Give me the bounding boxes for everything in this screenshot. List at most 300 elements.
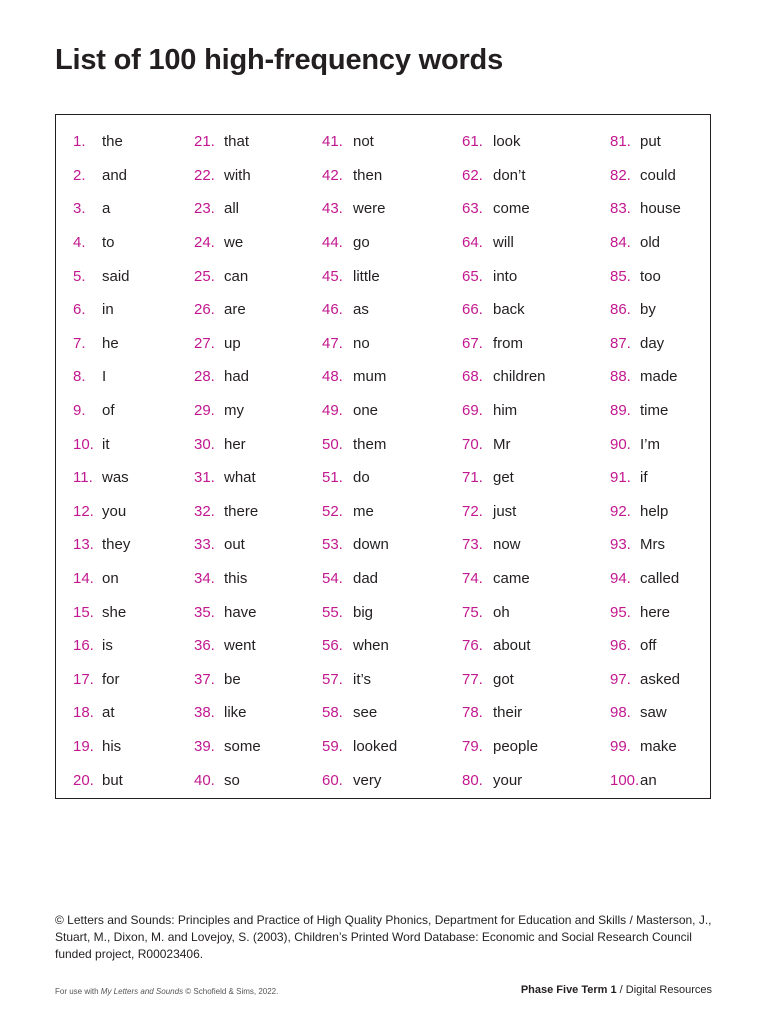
word-text: is (102, 637, 113, 655)
word-text: big (353, 603, 374, 621)
word-text: not (353, 133, 374, 151)
word-list-item (322, 125, 397, 159)
word-list-item (73, 125, 130, 159)
word-text: my (224, 402, 244, 420)
footer-resource-label: Digital Resources (625, 984, 712, 996)
word-number: 52. (322, 502, 343, 520)
footer-phase (521, 984, 712, 996)
word-number: 32. (194, 502, 215, 520)
word-number: 48. (322, 368, 343, 386)
word-text: as (353, 301, 369, 319)
word-list-item (322, 595, 397, 629)
word-text: are (224, 301, 246, 319)
word-list-item (194, 663, 261, 697)
word-list-item (73, 663, 130, 697)
word-text: like (224, 704, 247, 722)
word-number: 64. (462, 234, 483, 252)
word-text: see (353, 704, 378, 722)
word-list-item (610, 461, 681, 495)
word-list-item (322, 763, 397, 797)
word-number: 36. (194, 637, 215, 655)
word-text: into (493, 267, 518, 285)
word-text: about (493, 637, 531, 655)
word-text: there (224, 502, 259, 520)
word-number: 97. (610, 670, 631, 688)
word-text: she (102, 603, 127, 621)
word-text: made (640, 368, 678, 386)
word-list-item (462, 696, 546, 730)
word-number: 27. (194, 334, 215, 352)
word-list-item (322, 528, 397, 562)
word-text: don’t (493, 166, 526, 184)
word-number: 53. (322, 536, 343, 554)
word-text: be (224, 670, 241, 688)
word-list-box (55, 114, 711, 799)
word-number: 76. (462, 637, 483, 655)
word-list-item (73, 461, 130, 495)
word-text: went (224, 637, 256, 655)
word-list-item (73, 730, 130, 764)
word-text: oh (493, 603, 510, 621)
word-list-item (610, 259, 681, 293)
word-number: 86. (610, 301, 631, 319)
word-number: 79. (462, 737, 483, 755)
word-text: they (102, 536, 131, 554)
word-text: for (102, 670, 120, 688)
word-text: dad (353, 570, 379, 588)
word-text: what (224, 469, 256, 487)
word-text: their (493, 704, 523, 722)
word-number: 29. (194, 402, 215, 420)
word-number: 26. (194, 301, 215, 319)
word-text: me (353, 502, 374, 520)
word-number: 37. (194, 670, 215, 688)
word-list-item (73, 192, 130, 226)
word-number: 3. (73, 200, 86, 218)
word-number: 90. (610, 435, 631, 453)
word-text: one (353, 402, 379, 420)
word-text: day (640, 334, 665, 352)
word-text: back (493, 301, 525, 319)
word-column-5 (610, 125, 681, 797)
word-text: if (640, 469, 648, 487)
word-list-item (194, 293, 261, 327)
word-number: 67. (462, 334, 483, 352)
word-list-item (322, 259, 397, 293)
word-list-item (462, 327, 546, 361)
word-number: 6. (73, 301, 86, 319)
word-list-item (610, 226, 681, 260)
word-number: 30. (194, 435, 215, 453)
word-list-item (73, 394, 130, 428)
word-list-item (322, 427, 397, 461)
word-list-item (322, 192, 397, 226)
word-number: 71. (462, 469, 483, 487)
word-number: 78. (462, 704, 483, 722)
word-number: 94. (610, 570, 631, 588)
word-list-item (462, 427, 546, 461)
word-number: 75. (462, 603, 483, 621)
word-list-item (462, 125, 546, 159)
word-number: 38. (194, 704, 215, 722)
word-list-item (462, 629, 546, 663)
word-number: 10. (73, 435, 94, 453)
word-text: now (493, 536, 521, 554)
word-list-item (610, 629, 681, 663)
word-list-item (322, 360, 397, 394)
word-list-item (462, 159, 546, 193)
word-text: time (640, 402, 669, 420)
word-number: 93. (610, 536, 631, 554)
word-text: up (224, 334, 241, 352)
word-text: little (353, 267, 380, 285)
word-list-item (610, 562, 681, 596)
word-text: we (224, 234, 244, 252)
footer-book-title: My Letters and Sounds (100, 987, 184, 996)
word-number: 40. (194, 771, 215, 789)
word-list-item (610, 427, 681, 461)
word-column-2 (194, 125, 261, 797)
word-number: 12. (73, 502, 94, 520)
word-text: an (640, 771, 657, 789)
word-text: no (353, 334, 370, 352)
word-text: have (224, 603, 257, 621)
word-list-item (194, 226, 261, 260)
word-text: at (102, 704, 115, 722)
word-number: 35. (194, 603, 215, 621)
word-number: 88. (610, 368, 631, 386)
word-number: 83. (610, 200, 631, 218)
word-list-item (462, 461, 546, 495)
word-list-item (194, 730, 261, 764)
word-text: can (224, 267, 249, 285)
footer-suffix: © Schofield & Sims, 2022. (183, 987, 279, 996)
word-number: 98. (610, 704, 631, 722)
word-number: 92. (610, 502, 631, 520)
word-list-item (322, 562, 397, 596)
word-column-4 (462, 125, 546, 797)
word-number: 74. (462, 570, 483, 588)
word-number: 99. (610, 737, 631, 755)
word-number: 66. (462, 301, 483, 319)
word-number: 54. (322, 570, 343, 588)
word-text: the (102, 133, 123, 151)
word-list-item (194, 629, 261, 663)
source-citation: © Letters and Sounds: Principles and Practice of High Quality Phonics, Department for Education and Skills / Masterson, J., Stuart, M., Dixon, M. and Lovejoy, S. (2003), Children’s Printed Word Database: Economic and Social Research Council funded project, R00023406. (55, 913, 712, 961)
word-text: called (640, 570, 680, 588)
word-list-item (194, 562, 261, 596)
word-number: 60. (322, 771, 343, 789)
word-text: it’s (353, 670, 372, 688)
word-number: 39. (194, 737, 215, 755)
word-number: 72. (462, 502, 483, 520)
word-text: look (493, 133, 521, 151)
word-number: 34. (194, 570, 215, 588)
word-list-item (73, 159, 130, 193)
word-number: 44. (322, 234, 343, 252)
word-list-item (462, 226, 546, 260)
word-list-item (322, 159, 397, 193)
word-list-item (610, 663, 681, 697)
word-number: 100. (610, 771, 640, 789)
word-list-item (322, 629, 397, 663)
word-text: old (640, 234, 661, 252)
word-text: them (353, 435, 387, 453)
word-list-item (462, 595, 546, 629)
word-list-item (194, 528, 261, 562)
word-number: 55. (322, 603, 343, 621)
word-list-item (73, 259, 130, 293)
word-list-item (462, 293, 546, 327)
word-text: you (102, 502, 127, 520)
word-list-item (194, 763, 261, 797)
page-title: List of 100 high-frequency words (55, 44, 503, 76)
word-text: I’m (640, 435, 660, 453)
word-list-item (610, 763, 681, 797)
word-text: go (353, 234, 370, 252)
word-number: 8. (73, 368, 86, 386)
word-list-item (73, 696, 130, 730)
word-list-item (194, 427, 261, 461)
word-text: down (353, 536, 389, 554)
word-text: said (102, 267, 130, 285)
word-text: very (353, 771, 382, 789)
word-text: and (102, 166, 128, 184)
word-list-item (73, 360, 130, 394)
word-list-item (322, 226, 397, 260)
word-number: 77. (462, 670, 483, 688)
word-list-item (462, 495, 546, 529)
word-text: so (224, 771, 240, 789)
word-text: out (224, 536, 245, 554)
word-number: 23. (194, 200, 215, 218)
word-list-item (610, 125, 681, 159)
word-list-item (194, 259, 261, 293)
word-number: 51. (322, 469, 343, 487)
word-text: to (102, 234, 115, 252)
word-number: 13. (73, 536, 94, 554)
word-number: 31. (194, 469, 215, 487)
word-number: 95. (610, 603, 631, 621)
word-text: was (102, 469, 129, 487)
word-list-item (73, 629, 130, 663)
word-list-item (610, 528, 681, 562)
word-list-item (610, 327, 681, 361)
word-list-item (610, 360, 681, 394)
footer-prefix: For use with (55, 987, 101, 996)
word-text: that (224, 133, 250, 151)
word-text: help (640, 502, 669, 520)
word-list-item (462, 394, 546, 428)
word-number: 63. (462, 200, 483, 218)
word-list-item (194, 595, 261, 629)
word-number: 73. (462, 536, 483, 554)
word-number: 70. (462, 435, 483, 453)
word-list-item (610, 730, 681, 764)
word-text: all (224, 200, 240, 218)
word-number: 85. (610, 267, 631, 285)
word-list-item (322, 394, 397, 428)
word-list-item (194, 327, 261, 361)
word-list-item (73, 595, 130, 629)
word-list-item (462, 528, 546, 562)
word-text: off (640, 637, 657, 655)
word-number: 21. (194, 133, 215, 151)
word-list-item (194, 394, 261, 428)
word-number: 84. (610, 234, 631, 252)
word-text: house (640, 200, 681, 218)
word-list-item (610, 159, 681, 193)
word-number: 22. (194, 166, 215, 184)
word-number: 9. (73, 402, 86, 420)
word-list-item (610, 495, 681, 529)
word-number: 91. (610, 469, 631, 487)
word-text: Mrs (640, 536, 665, 554)
word-text: from (493, 334, 523, 352)
footer-copyright (55, 987, 278, 996)
word-list-item (73, 562, 130, 596)
word-list-item (73, 763, 130, 797)
word-number: 87. (610, 334, 631, 352)
word-number: 68. (462, 368, 483, 386)
word-list-item (610, 394, 681, 428)
word-list-item (322, 730, 397, 764)
word-text: this (224, 570, 248, 588)
word-text: I (102, 368, 107, 386)
word-text: asked (640, 670, 681, 688)
word-number: 1. (73, 133, 86, 151)
word-number: 7. (73, 334, 86, 352)
word-list-item (194, 192, 261, 226)
word-list-item (73, 528, 130, 562)
word-list-item (194, 125, 261, 159)
word-text: when (353, 637, 389, 655)
word-text: mum (353, 368, 387, 386)
word-number: 16. (73, 637, 94, 655)
word-list-item (462, 730, 546, 764)
word-number: 50. (322, 435, 343, 453)
word-text: will (493, 234, 514, 252)
word-number: 46. (322, 301, 343, 319)
word-list-item (462, 259, 546, 293)
word-number: 41. (322, 133, 343, 151)
word-number: 24. (194, 234, 215, 252)
word-text: came (493, 570, 530, 588)
word-list-item (322, 327, 397, 361)
word-list-item (322, 461, 397, 495)
word-number: 19. (73, 737, 94, 755)
word-number: 89. (610, 402, 631, 420)
word-text: too (640, 267, 661, 285)
word-number: 69. (462, 402, 483, 420)
word-list-item (462, 763, 546, 797)
word-text: looked (353, 737, 398, 755)
word-list-item (610, 293, 681, 327)
word-number: 82. (610, 166, 631, 184)
word-number: 96. (610, 637, 631, 655)
word-text: people (493, 737, 539, 755)
word-list-item (73, 427, 130, 461)
word-text: then (353, 166, 383, 184)
word-text: make (640, 737, 677, 755)
word-text: by (640, 301, 656, 319)
word-number: 62. (462, 166, 483, 184)
word-text: your (493, 771, 523, 789)
word-text: some (224, 737, 261, 755)
word-list-item (194, 159, 261, 193)
word-text: come (493, 200, 530, 218)
word-number: 61. (462, 133, 483, 151)
word-list-item (322, 495, 397, 529)
word-list-item (194, 495, 261, 529)
word-text: he (102, 334, 119, 352)
word-number: 28. (194, 368, 215, 386)
word-number: 15. (73, 603, 94, 621)
word-number: 4. (73, 234, 86, 252)
word-text: his (102, 737, 122, 755)
word-list-item (322, 663, 397, 697)
word-text: saw (640, 704, 667, 722)
word-list-item (194, 696, 261, 730)
word-text: Mr (493, 435, 511, 453)
word-text: in (102, 301, 114, 319)
word-number: 11. (73, 469, 93, 487)
word-list-item (462, 192, 546, 226)
word-number: 43. (322, 200, 343, 218)
word-text: children (493, 368, 546, 386)
word-text: were (353, 200, 386, 218)
word-text: do (353, 469, 370, 487)
word-number: 80. (462, 771, 483, 789)
word-text: just (493, 502, 517, 520)
word-text: get (493, 469, 514, 487)
footer-separator: / (616, 984, 626, 996)
word-text: her (224, 435, 246, 453)
word-text: but (102, 771, 123, 789)
word-number: 2. (73, 166, 86, 184)
word-text: a (102, 200, 111, 218)
word-number: 14. (73, 570, 94, 588)
word-list-item (73, 226, 130, 260)
word-text: put (640, 133, 661, 151)
word-text: him (493, 402, 518, 420)
word-text: with (224, 166, 251, 184)
word-list-item (73, 327, 130, 361)
word-list-item (73, 495, 130, 529)
word-text: on (102, 570, 119, 588)
word-text: it (102, 435, 110, 453)
word-number: 81. (610, 133, 631, 151)
word-list-item (462, 663, 546, 697)
word-list-item (73, 293, 130, 327)
word-list-item (322, 696, 397, 730)
word-column-1 (73, 125, 130, 797)
word-text: had (224, 368, 250, 386)
word-list-item (194, 461, 261, 495)
word-number: 17. (73, 670, 94, 688)
word-text: of (102, 402, 115, 420)
word-text: got (493, 670, 514, 688)
word-list-item (462, 562, 546, 596)
word-number: 42. (322, 166, 343, 184)
word-number: 45. (322, 267, 343, 285)
word-number: 49. (322, 402, 343, 420)
word-list-item (610, 192, 681, 226)
word-list-item (462, 360, 546, 394)
word-number: 25. (194, 267, 215, 285)
word-list-item (322, 293, 397, 327)
word-number: 56. (322, 637, 343, 655)
